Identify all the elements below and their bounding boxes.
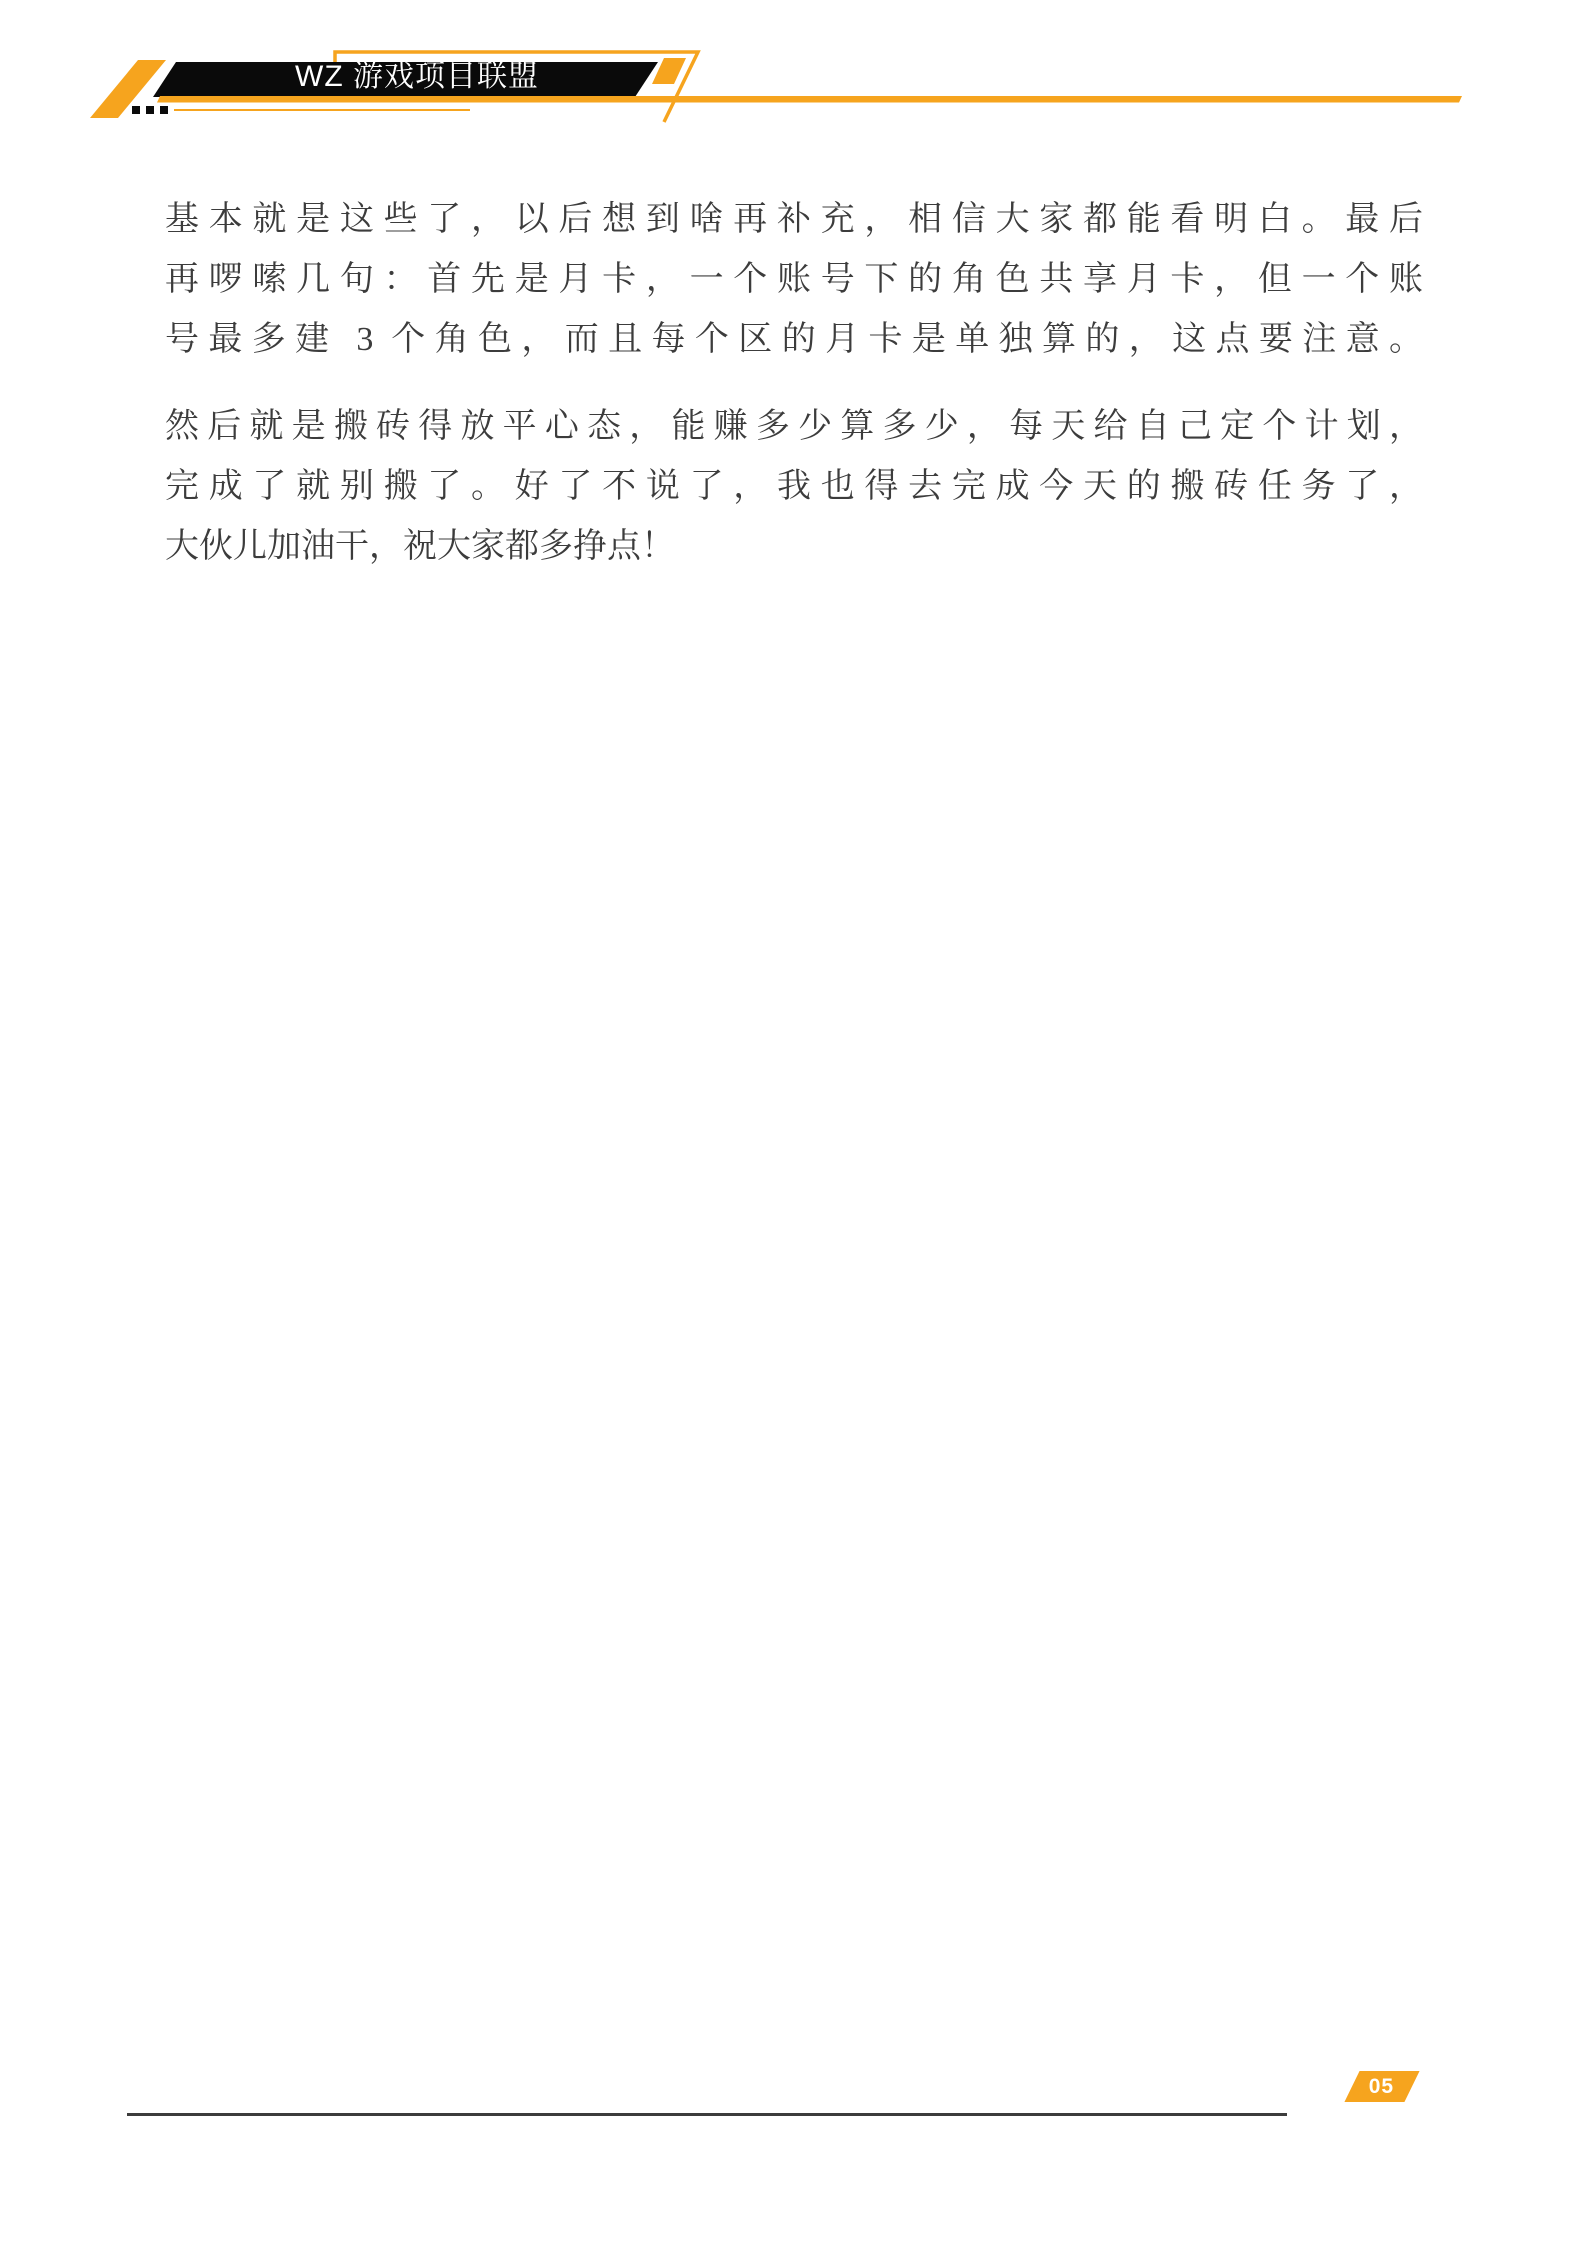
- article-text: [165, 190, 1423, 604]
- page-number-badge: [1344, 2071, 1419, 2102]
- text-line: 再啰嗦几句：首先是月卡，一个账号下的角色共享月卡，但一个账: [165, 261, 1423, 298]
- text-line: 完成了就别搬了。好了不说了，我也得去完成今天的搬砖任务了，: [165, 468, 1423, 505]
- header-decoration: [0, 0, 1587, 140]
- footer-rule: [127, 2113, 1287, 2116]
- banner-underline-stripe: [157, 96, 1462, 103]
- text-line: 基本就是这些了，以后想到啥再补充，相信大家都能看明白。最后: [165, 201, 1423, 238]
- paragraph: [165, 397, 1423, 577]
- page-number: 05: [1369, 2074, 1395, 2098]
- banner-title: WZ 游戏项目联盟: [295, 60, 539, 93]
- dot-square-icon: [160, 106, 168, 114]
- orange-slash-icon: [90, 60, 166, 118]
- text-line: 然后就是搬砖得放平心态，能赚多少算多少，每天给自己定个计划，: [165, 408, 1423, 445]
- text-line: 大伙儿加油干，祝大家都多挣点！: [165, 528, 675, 565]
- text-line: 号最多建 3 个角色，而且每个区的月卡是单独算的，这点要注意。: [165, 321, 1423, 358]
- dot-square-icon: [132, 106, 140, 114]
- paragraph: [165, 190, 1423, 370]
- accent-parallelogram-icon: [652, 58, 686, 84]
- dot-square-icon: [146, 106, 154, 114]
